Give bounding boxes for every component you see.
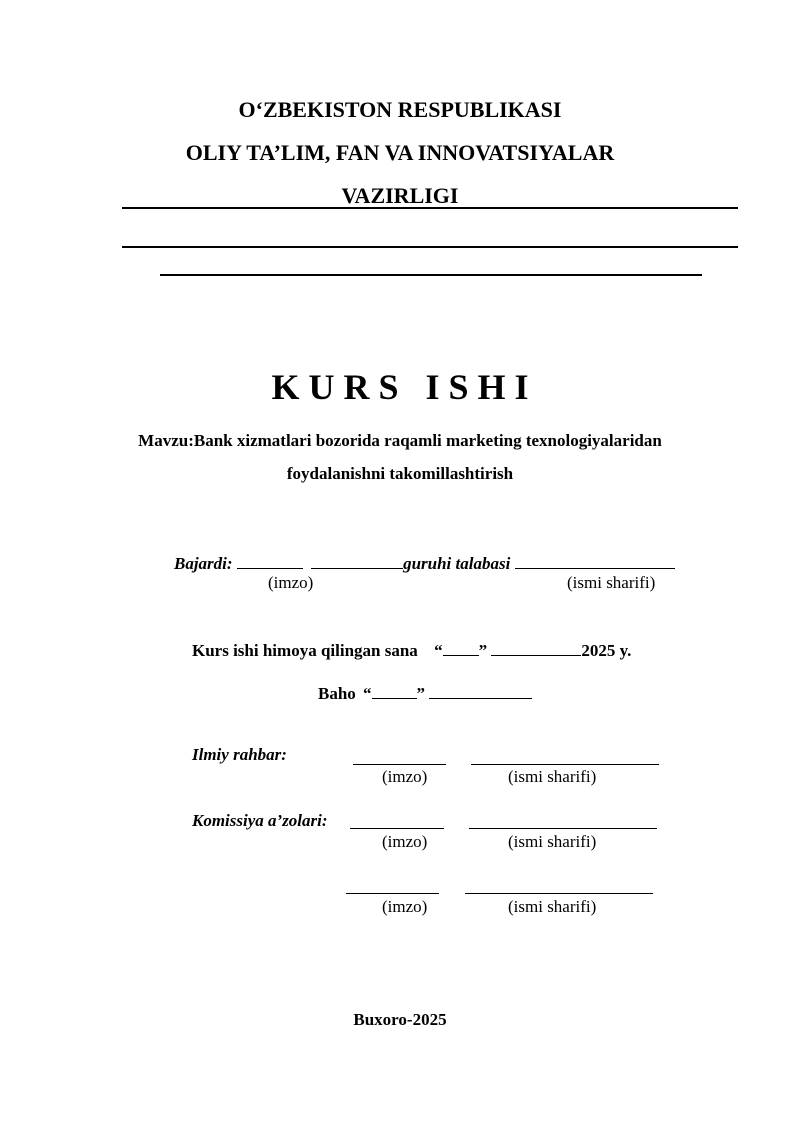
supervisor-signature-caption: (imzo) [382,767,428,786]
performer-signature-caption: (imzo) [268,573,314,592]
commission-2-signature-line[interactable] [346,893,439,894]
performer-signature-blank[interactable] [237,550,303,569]
ministry-line-1: O‘ZBEKISTON RESPUBLIKASI [238,97,562,122]
grade-value-blank[interactable] [372,680,417,699]
grade-label: Baho [318,684,356,703]
defense-day-blank[interactable] [443,637,479,656]
performer-label: Bajardi: [174,554,233,573]
defense-date-row [192,637,631,661]
place-year: Buxoro-2025 [353,1010,447,1029]
group-label: guruhi talabasi [403,554,511,573]
performer-name-blank[interactable] [515,550,675,569]
topic-line-2: foydalanishni takomillashtirish [286,464,514,483]
commission-1-name-line[interactable] [469,828,657,829]
grade-open-quote: “ [363,684,372,703]
supervisor-label: Ilmiy rahbar: [192,745,287,764]
commission-1-name-caption: (ismi sharifi) [508,832,597,851]
grade-close-quote: ” [416,684,426,703]
commission-1-signature-caption: (imzo) [382,832,428,851]
header-underline-2 [122,246,738,248]
defense-label: Kurs ishi himoya qilingan sana [192,641,418,660]
supervisor-name-line[interactable] [471,764,659,765]
performer-name-caption: (ismi sharifi) [567,573,656,592]
commission-2-name-line[interactable] [465,893,653,894]
commission-1-signature-line[interactable] [350,828,444,829]
defense-close-quote: ” [478,641,488,660]
defense-year: 2025 y. [581,641,632,660]
commission-label: Komissiya a’zolari: [192,811,328,830]
defense-month-blank[interactable] [491,637,581,656]
supervisor-name-caption: (ismi sharifi) [508,767,597,786]
group-number-blank[interactable] [311,550,403,569]
topic-line-1: Mavzu:Bank xizmatlari bozorida raqamli marketing texnologiyalaridan [138,431,662,450]
grade-words-blank[interactable] [429,680,532,699]
header-underline-3 [160,274,702,276]
defense-open-quote: “ [434,641,443,660]
grade-row [318,680,532,704]
header-underline-1 [122,207,738,209]
ministry-line-2: OLIY TA’LIM, FAN VA INNOVATSIYALAR [185,140,615,165]
commission-2-name-caption: (ismi sharifi) [508,897,597,916]
commission-2-signature-caption: (imzo) [382,897,428,916]
document-title: K U R S I S H I [271,367,529,407]
supervisor-signature-line[interactable] [353,764,446,765]
ministry-line-3: VAZIRLIGI [341,183,459,208]
performer-row [174,550,675,574]
